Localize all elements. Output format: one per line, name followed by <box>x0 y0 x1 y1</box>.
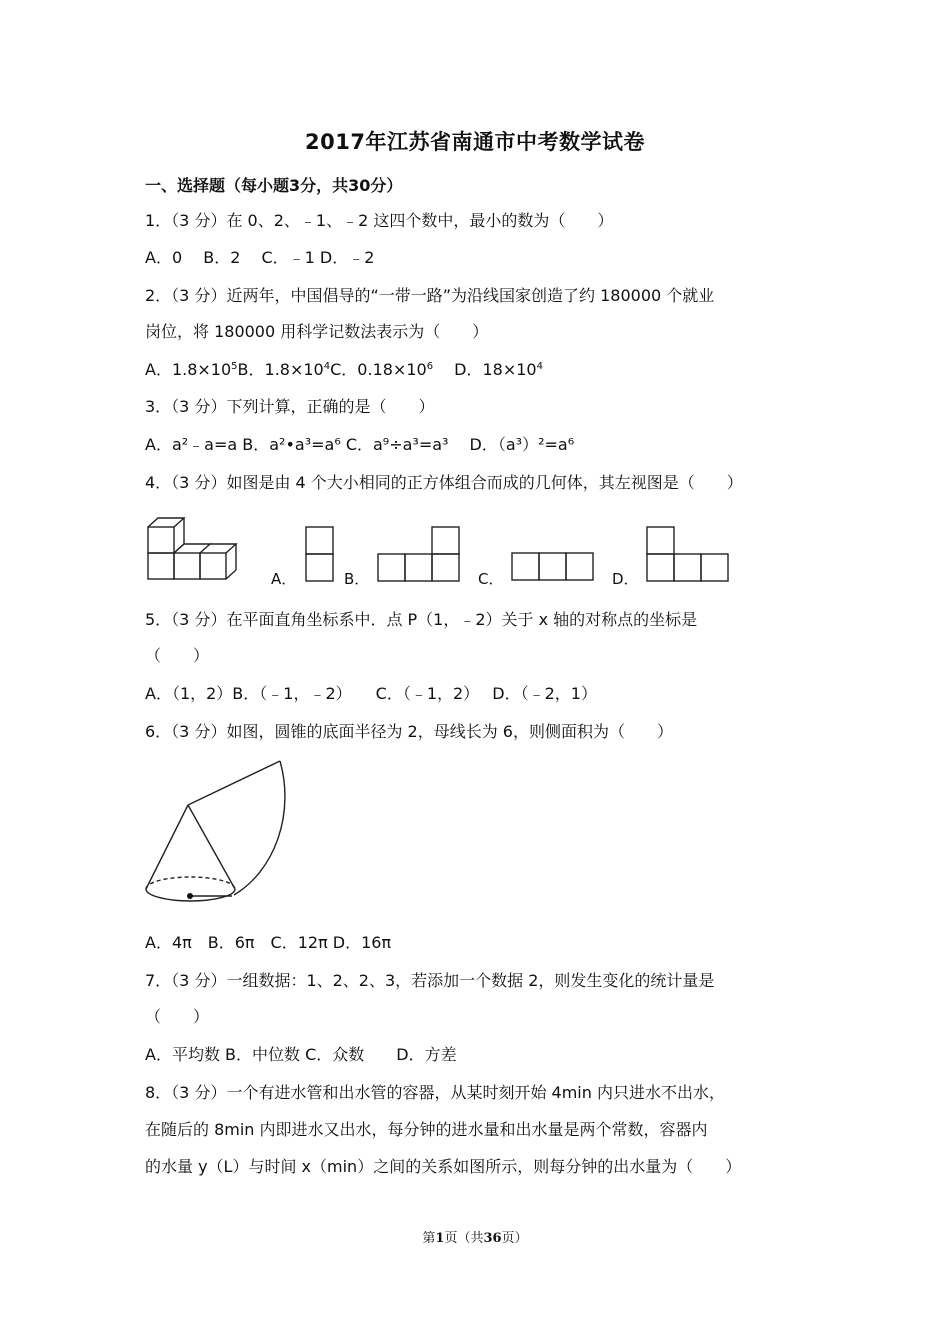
q5-stem-line1: 5．（3 分）在平面直角坐标系中．点 P（1，﹣2）关于 x 轴的对称点的坐标是 <box>145 610 698 629</box>
q2-stem-line2: 岗位，将 180000 用科学记数法表示为（ ） <box>145 322 489 341</box>
q3-stem: 3．（3 分）下列计算，正确的是（ ） <box>145 397 435 416</box>
total-pages: 36 <box>483 1231 502 1246</box>
q2-option-b: B．$1.8\times 10^4$ <box>237 360 331 379</box>
q7-stem-line2: （ ） <box>145 1007 210 1026</box>
q3-options: A．a²﹣a=a B．a²•a³=a⁶ C．a⁹÷a³=a³ D．（a³）²=a⁶ <box>145 435 575 454</box>
q2-option-c: C．$0.18\times 10^6$ <box>330 360 434 379</box>
q2-options <box>145 359 543 381</box>
q6-stem: 6．（3 分）如图，圆锥的底面半径为 2，母线长为 6，则侧面积为（ ） <box>145 722 673 741</box>
q4-option-d-figure <box>646 525 732 583</box>
q4-option-b-figure <box>377 525 463 583</box>
q8-stem-line2: 在随后的 8min 内即进水又出水，每分钟的进水量和出水量是两个常数，容器内 <box>145 1120 708 1139</box>
q6-options: A．4π B．6π C．12π D．16π <box>145 933 392 952</box>
q4-option-a-figure <box>305 525 335 583</box>
q2-option-a: A．$1.8\times 10^5$ <box>145 360 238 379</box>
q7-options: A．平均数 B．中位数 C．众数 D．方差 <box>145 1045 457 1064</box>
q5-options: A．（1，2）B．（﹣1，﹣2） C．（﹣1，2） D．（﹣2，1） <box>145 684 597 703</box>
q5-stem-line2: （ ） <box>145 646 210 665</box>
q4-label-c: C． <box>478 570 504 588</box>
section-heading: 一、选择题（每小题3分，共30分） <box>145 176 403 195</box>
q4-stem: 4．（3 分）如图是由 4 个大小相同的正方体组合而成的几何体，其左视图是（ ） <box>145 473 743 492</box>
q4-solid-figure <box>140 510 250 585</box>
page-number: 1 <box>435 1231 445 1246</box>
q1-stem: 1．（3 分）在 0、2、﹣1、﹣2 这四个数中，最小的数为（ ） <box>145 211 614 230</box>
q7-stem-line1: 7．（3 分）一组数据：1、2、2、3，若添加一个数据 2，则发生变化的统计量是 <box>145 971 715 990</box>
q2-stem-line1: 2．（3 分）近两年，中国倡导的“一带一路”为沿线国家创造了约 180000 个就业 <box>145 286 715 305</box>
q8-stem-line3: 的水量 y（L）与时间 x（min）之间的关系如图所示，则每分钟的出水量为（ ） <box>145 1157 742 1176</box>
q4-label-d: D． <box>612 570 639 588</box>
q4-label-b: B． <box>344 570 370 588</box>
page-footer: 第1页（共36页） <box>422 1231 528 1246</box>
page-title: 2017年江苏省南通市中考数学试卷 <box>305 130 645 154</box>
q1-options: A．0 B．2 C．﹣1 D．﹣2 <box>145 248 375 267</box>
q2-option-d: D．$18\times 10^4$ <box>433 360 543 379</box>
q6-cone-figure <box>140 755 300 915</box>
q4-label-a: A． <box>271 570 297 588</box>
q4-option-c-figure <box>511 550 597 583</box>
q8-stem-line1: 8．（3 分）一个有进水管和出水管的容器，从某时刻开始 4min 内只进水不出水， <box>145 1083 725 1102</box>
